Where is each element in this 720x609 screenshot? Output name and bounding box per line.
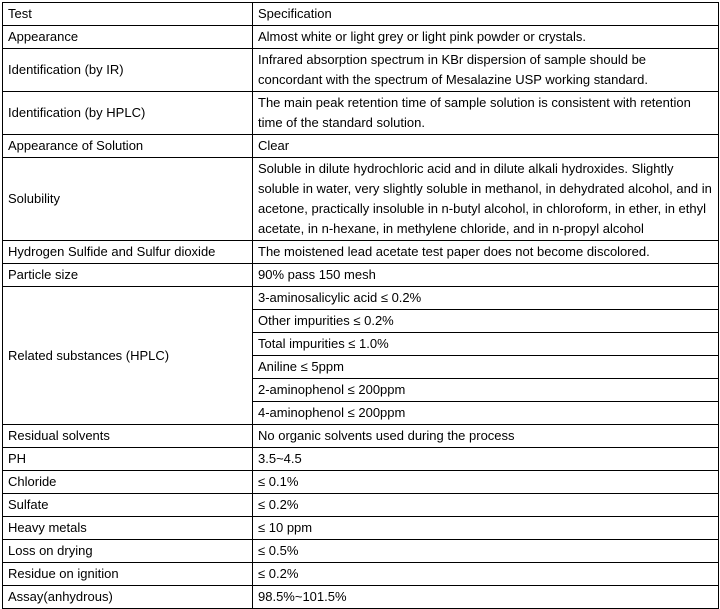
test-name: Particle size <box>3 264 253 287</box>
test-name: Appearance of Solution <box>3 135 253 158</box>
test-spec: 98.5%~101.5% <box>253 586 719 609</box>
test-spec: ≤ 0.1% <box>253 471 719 494</box>
test-spec: 90% pass 150 mesh <box>253 264 719 287</box>
test-spec: 3.5~4.5 <box>253 448 719 471</box>
table-header-row <box>3 3 719 26</box>
related-substance-item: Total impurities ≤ 1.0% <box>253 333 719 356</box>
table-row <box>3 26 719 49</box>
test-name: Identification (by IR) <box>3 49 253 92</box>
table-row <box>3 517 719 540</box>
related-substance-item: Other impurities ≤ 0.2% <box>253 310 719 333</box>
table-row <box>3 471 719 494</box>
table-row <box>3 158 719 241</box>
table-row <box>3 287 719 310</box>
test-name: Heavy metals <box>3 517 253 540</box>
table-row <box>3 586 719 609</box>
table-row <box>3 49 719 92</box>
table-row <box>3 494 719 517</box>
table-row <box>3 264 719 287</box>
table-row <box>3 241 719 264</box>
test-name: Identification (by HPLC) <box>3 92 253 135</box>
test-spec: ≤ 10 ppm <box>253 517 719 540</box>
test-name: PH <box>3 448 253 471</box>
test-name: Solubility <box>3 158 253 241</box>
table-row <box>3 563 719 586</box>
test-name: Sulfate <box>3 494 253 517</box>
test-spec: ≤ 0.2% <box>253 494 719 517</box>
table-row <box>3 448 719 471</box>
test-spec: Soluble in dilute hydrochloric acid and in dilute alkali hydroxides. Slightly soluble in water, very slightly soluble in methanol, in dehydrated alcohol, and in acetone, practically insoluble in n-butyl alcohol, in chloroform, in ether, in ethyl acetate, in n-hexane, in methylene chloride, and in n-propyl alcohol <box>253 158 719 241</box>
test-name: Residue on ignition <box>3 563 253 586</box>
test-name: Appearance <box>3 26 253 49</box>
header-specification: Specification <box>253 3 719 26</box>
specification-table <box>2 2 719 609</box>
test-spec: Clear <box>253 135 719 158</box>
table-row <box>3 425 719 448</box>
related-substance-item: 4-aminophenol ≤ 200ppm <box>253 402 719 425</box>
test-spec: The moistened lead acetate test paper does not become discolored. <box>253 241 719 264</box>
related-substance-item: Aniline ≤ 5ppm <box>253 356 719 379</box>
related-substance-item: 2-aminophenol ≤ 200ppm <box>253 379 719 402</box>
test-name: Assay(anhydrous) <box>3 586 253 609</box>
test-spec: No organic solvents used during the process <box>253 425 719 448</box>
test-spec: ≤ 0.2% <box>253 563 719 586</box>
test-spec: The main peak retention time of sample solution is consistent with retention time of the standard solution. <box>253 92 719 135</box>
table-row <box>3 92 719 135</box>
test-spec: Almost white or light grey or light pink powder or crystals. <box>253 26 719 49</box>
test-name: Loss on drying <box>3 540 253 563</box>
table-row <box>3 540 719 563</box>
table-row <box>3 135 719 158</box>
test-name: Residual solvents <box>3 425 253 448</box>
header-test: Test <box>3 3 253 26</box>
test-name: Hydrogen Sulfide and Sulfur dioxide <box>3 241 253 264</box>
test-spec: ≤ 0.5% <box>253 540 719 563</box>
related-substance-item: 3-aminosalicylic acid ≤ 0.2% <box>253 287 719 310</box>
test-name: Chloride <box>3 471 253 494</box>
test-spec: Infrared absorption spectrum in KBr dispersion of sample should be concordant with the spectrum of Mesalazine USP working standard. <box>253 49 719 92</box>
test-name: Related substances (HPLC) <box>3 287 253 425</box>
